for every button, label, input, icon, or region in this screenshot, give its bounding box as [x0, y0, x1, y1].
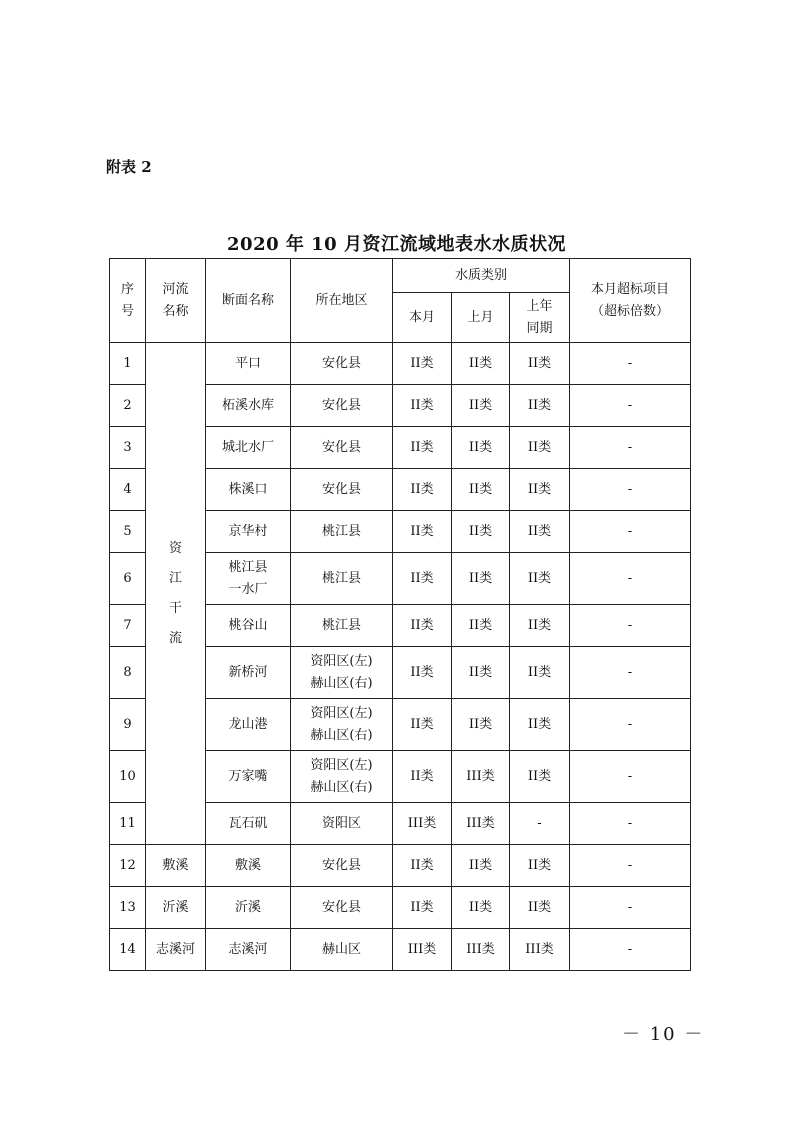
cell-last-month: III类	[452, 803, 510, 845]
cell-region: 桃江县	[291, 605, 393, 647]
cell-last-year: II类	[510, 605, 570, 647]
cell-section: 桃江县 一水厂	[206, 553, 291, 605]
cell-section: 株溪口	[206, 469, 291, 511]
cell-section: 城北水厂	[206, 427, 291, 469]
cell-no: 9	[110, 699, 146, 751]
cell-region: 安化县	[291, 469, 393, 511]
header-this-month: 本月	[393, 293, 452, 343]
cell-this-month: III类	[393, 929, 452, 971]
cell-this-month: II类	[393, 511, 452, 553]
table-title: 2020 年 10 月资江流域地表水水质状况	[227, 234, 566, 255]
cell-last-year: II类	[510, 427, 570, 469]
cell-last-month: II类	[452, 605, 510, 647]
cell-region: 安化县	[291, 385, 393, 427]
header-exceed: 本月超标项目 （超标倍数）	[570, 259, 691, 343]
cell-this-month: II类	[393, 887, 452, 929]
cell-last-month: II类	[452, 385, 510, 427]
cell-last-year: II类	[510, 553, 570, 605]
cell-region: 资阳区(左) 赫山区(右)	[291, 751, 393, 803]
cell-last-month: II类	[452, 343, 510, 385]
cell-region: 资阳区	[291, 803, 393, 845]
cell-this-month: II类	[393, 553, 452, 605]
cell-this-month: II类	[393, 699, 452, 751]
annex-label: 附表 2	[106, 158, 152, 176]
cell-last-year: II类	[510, 751, 570, 803]
cell-last-year: II类	[510, 469, 570, 511]
cell-last-month: II类	[452, 427, 510, 469]
cell-exceed: -	[570, 845, 691, 887]
cell-no: 3	[110, 427, 146, 469]
cell-section: 万家嘴	[206, 751, 291, 803]
cell-region: 安化县	[291, 887, 393, 929]
cell-no: 5	[110, 511, 146, 553]
cell-no: 4	[110, 469, 146, 511]
cell-exceed: -	[570, 699, 691, 751]
cell-exceed: -	[570, 929, 691, 971]
table-row	[110, 343, 691, 385]
header-seq: 序 号	[110, 259, 146, 343]
cell-no: 12	[110, 845, 146, 887]
table-row	[110, 887, 691, 929]
cell-last-year: II类	[510, 343, 570, 385]
cell-river: 敷溪	[146, 845, 206, 887]
cell-region: 资阳区(左) 赫山区(右)	[291, 699, 393, 751]
cell-this-month: II类	[393, 751, 452, 803]
header-section: 断面名称	[206, 259, 291, 343]
cell-river: 志溪河	[146, 929, 206, 971]
cell-this-month: II类	[393, 605, 452, 647]
cell-last-month: II类	[452, 699, 510, 751]
cell-section: 柘溪水库	[206, 385, 291, 427]
cell-section: 龙山港	[206, 699, 291, 751]
table-row	[110, 845, 691, 887]
cell-this-month: II类	[393, 427, 452, 469]
cell-section: 平口	[206, 343, 291, 385]
cell-last-year: II类	[510, 845, 570, 887]
cell-last-year: II类	[510, 385, 570, 427]
cell-exceed: -	[570, 385, 691, 427]
cell-section: 新桥河	[206, 647, 291, 699]
cell-last-month: II类	[452, 511, 510, 553]
cell-region: 赫山区	[291, 929, 393, 971]
cell-no: 2	[110, 385, 146, 427]
header-last-month: 上月	[452, 293, 510, 343]
cell-last-month: II类	[452, 553, 510, 605]
cell-section: 沂溪	[206, 887, 291, 929]
header-row	[110, 259, 691, 293]
cell-last-year: III类	[510, 929, 570, 971]
cell-river: 沂溪	[146, 887, 206, 929]
header-last-year: 上年 同期	[510, 293, 570, 343]
cell-exceed: -	[570, 427, 691, 469]
cell-last-month: III类	[452, 929, 510, 971]
cell-exceed: -	[570, 803, 691, 845]
cell-this-month: II类	[393, 647, 452, 699]
cell-region: 桃江县	[291, 511, 393, 553]
cell-section: 志溪河	[206, 929, 291, 971]
cell-exceed: -	[570, 553, 691, 605]
header-quality-group: 水质类别	[393, 259, 570, 293]
cell-exceed: -	[570, 605, 691, 647]
cell-exceed: -	[570, 469, 691, 511]
cell-exceed: -	[570, 647, 691, 699]
cell-this-month: II类	[393, 385, 452, 427]
cell-no: 13	[110, 887, 146, 929]
page-number: － 10 －	[622, 1024, 705, 1045]
cell-this-month: II类	[393, 469, 452, 511]
cell-no: 11	[110, 803, 146, 845]
cell-region: 安化县	[291, 343, 393, 385]
cell-exceed: -	[570, 751, 691, 803]
header-river: 河流 名称	[146, 259, 206, 343]
cell-section: 桃谷山	[206, 605, 291, 647]
cell-last-month: II类	[452, 887, 510, 929]
cell-section: 敷溪	[206, 845, 291, 887]
cell-no: 8	[110, 647, 146, 699]
cell-exceed: -	[570, 511, 691, 553]
cell-no: 14	[110, 929, 146, 971]
cell-exceed: -	[570, 887, 691, 929]
cell-region: 安化县	[291, 427, 393, 469]
cell-last-month: II类	[452, 647, 510, 699]
cell-last-year: II类	[510, 887, 570, 929]
cell-last-month: II类	[452, 845, 510, 887]
cell-last-year: II类	[510, 647, 570, 699]
cell-last-month: II类	[452, 469, 510, 511]
table-row	[110, 929, 691, 971]
cell-this-month: II类	[393, 845, 452, 887]
cell-this-month: II类	[393, 343, 452, 385]
cell-last-year: -	[510, 803, 570, 845]
cell-region: 资阳区(左) 赫山区(右)	[291, 647, 393, 699]
cell-last-year: II类	[510, 511, 570, 553]
cell-river-main: 资 江 干 流	[146, 343, 206, 845]
cell-no: 10	[110, 751, 146, 803]
cell-this-month: III类	[393, 803, 452, 845]
cell-no: 1	[110, 343, 146, 385]
cell-region: 桃江县	[291, 553, 393, 605]
cell-no: 6	[110, 553, 146, 605]
cell-exceed: -	[570, 343, 691, 385]
cell-no: 7	[110, 605, 146, 647]
cell-last-year: II类	[510, 699, 570, 751]
cell-region: 安化县	[291, 845, 393, 887]
cell-section: 瓦石矶	[206, 803, 291, 845]
water-quality-table	[109, 258, 691, 971]
cell-last-month: III类	[452, 751, 510, 803]
cell-section: 京华村	[206, 511, 291, 553]
header-region: 所在地区	[291, 259, 393, 343]
